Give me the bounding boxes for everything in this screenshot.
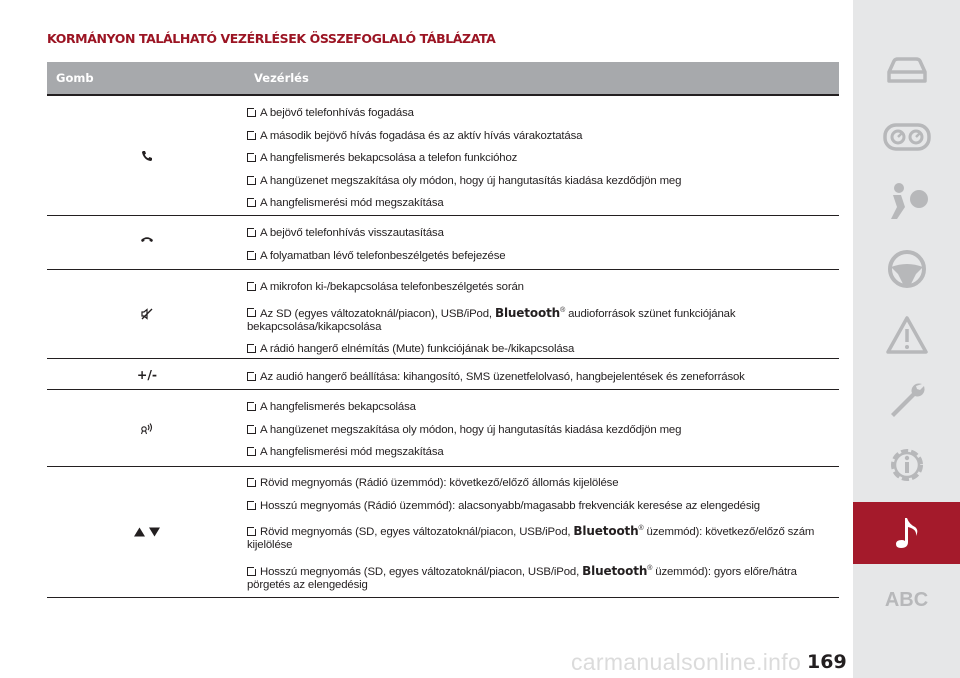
sidebar-item-driving[interactable]	[853, 244, 960, 294]
mute-icon	[141, 308, 153, 320]
button-cell	[47, 96, 247, 215]
list-item: A hangfelismerési mód megszakítása	[247, 446, 833, 460]
car-icon	[885, 54, 929, 86]
description-cell	[247, 390, 839, 466]
table-row	[47, 270, 839, 359]
abc-label: ABC	[884, 588, 929, 611]
list-item: Rövid megnyomás (SD, egyes változatoknál/piacon, USB/iPod, Bluetooth® üzemmód): következő/előző szám kijelölése	[247, 523, 815, 552]
list-item: Hosszú megnyomás (SD, egyes változatoknál/piacon, USB/iPod, Bluetooth® üzemmód): gyors előre/hátra pörgetés az elengedésig	[247, 563, 797, 592]
table-row	[47, 467, 839, 598]
sidebar-item-index[interactable]	[853, 586, 960, 614]
phone-hangup-icon	[140, 236, 154, 243]
list-item: A bejövő telefonhívás visszautasítása	[247, 227, 833, 241]
description-cell	[247, 96, 839, 215]
sidebar-item-multimedia[interactable]	[853, 502, 960, 564]
controls-table	[47, 62, 839, 598]
warning-triangle-icon	[885, 315, 929, 355]
list-item: A mikrofon ki-/bekapcsolása telefonbeszélgetés során	[247, 281, 833, 295]
sidebar-item-maintenance[interactable]	[853, 376, 960, 426]
button-cell	[47, 467, 247, 597]
button-cell	[47, 270, 247, 358]
sidebar-item-technical[interactable]	[853, 440, 960, 490]
table-row	[47, 96, 839, 216]
music-note-icon	[893, 515, 921, 551]
volume-button-label: +/-	[136, 367, 158, 382]
up-down-arrows-icon	[134, 527, 160, 537]
table-row	[47, 216, 839, 270]
header-vezerles: Vezérlés	[254, 71, 309, 85]
button-cell	[47, 359, 247, 389]
airbag-seat-icon	[885, 181, 929, 221]
sidebar-item-car[interactable]	[853, 45, 960, 95]
steering-wheel-icon	[886, 248, 928, 290]
description-cell	[247, 467, 839, 597]
description-cell	[247, 359, 839, 389]
button-cell	[47, 216, 247, 269]
list-item: A hangüzenet megszakítása oly módon, hogy új hangutasítás kiadása kezdődjön meg	[247, 424, 833, 438]
phone-answer-icon	[141, 150, 153, 162]
sidebar-item-safety[interactable]	[853, 176, 960, 226]
list-item: A folyamatban lévő telefonbeszélgetés befejezése	[247, 250, 833, 264]
sidebar-item-dashboard[interactable]	[853, 112, 960, 162]
dashboard-gauges-icon	[883, 122, 931, 152]
list-item: A második bejövő hívás fogadása és az aktív hívás várakoztatása	[247, 130, 833, 144]
description-cell	[247, 216, 839, 269]
header-gomb: Gomb	[56, 71, 94, 85]
wrench-icon	[886, 380, 928, 422]
list-item: Az SD (egyes változatoknál/piacon), USB/iPod, Bluetooth® audioforrások szünet funkciójának bekapcsolása/kikapcsolása	[247, 305, 736, 333]
table-header	[47, 62, 839, 94]
list-item: Az audió hangerő beállítása: kihangosító, SMS üzenetfelolvasó, hangbejelentések és zeneforrások	[247, 371, 833, 385]
table-row	[47, 390, 839, 467]
list-item: A hangfelismerés bekapcsolása a telefon funkcióhoz	[247, 152, 833, 166]
table-row	[47, 359, 839, 390]
sidebar-item-emergency[interactable]	[853, 310, 960, 360]
description-cell	[247, 270, 839, 358]
voice-command-icon	[140, 422, 154, 435]
list-item: A bejövő telefonhívás fogadása	[247, 107, 833, 121]
list-item: A hangfelismerés bekapcsolása	[247, 401, 833, 415]
button-cell	[47, 390, 247, 466]
list-item: Hosszú megnyomás (Rádió üzemmód): alacsonyabb/magasabb frekvenciák keresése az elengedésig	[247, 500, 833, 514]
chapter-sidebar	[853, 0, 960, 678]
list-item: A hangfelismerési mód megszakítása	[247, 197, 833, 211]
info-gear-icon	[885, 443, 929, 487]
list-item: A rádió hangerő elnémítás (Mute) funkciójának be-/kikapcsolása	[247, 343, 833, 357]
page-number: 169	[807, 651, 847, 673]
watermark: carmanualsonline.info	[571, 649, 802, 675]
list-item: A hangüzenet megszakítása oly módon, hogy új hangutasítás kiadása kezdődjön meg	[247, 175, 833, 189]
list-item: Rövid megnyomás (Rádió üzemmód): következő/előző állomás kijelölése	[247, 477, 833, 491]
page-title: KORMÁNYON TALÁLHATÓ VEZÉRLÉSEK ÖSSZEFOGLALÓ TÁBLÁZATA	[47, 31, 496, 46]
